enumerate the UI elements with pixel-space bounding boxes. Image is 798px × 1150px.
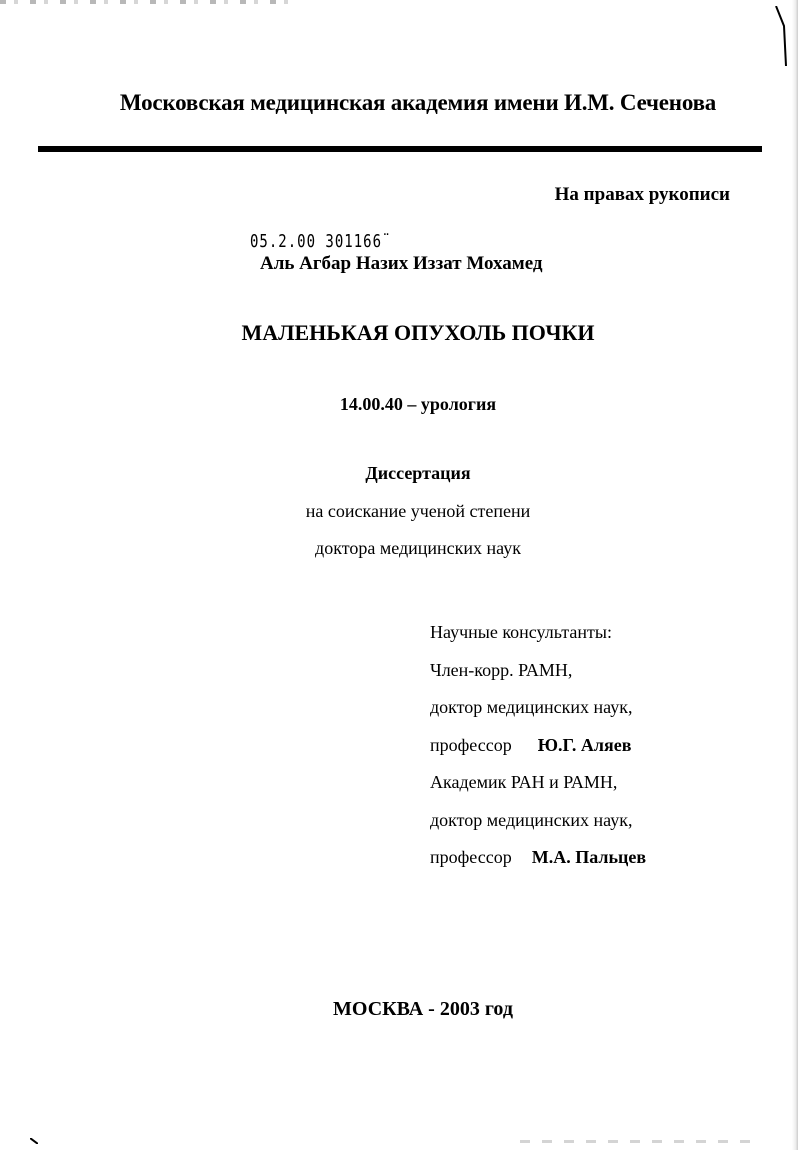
consultant-2-degree: доктор медицинских наук, [430,809,633,830]
document-type: Диссертация [365,463,471,483]
consultant-2-name: М.А. Пальцев [531,847,647,867]
degree-line: доктора медицинских наук [315,538,521,558]
consultant-1-title-row [430,733,646,771]
consultant-1-degree: доктор медицинских наук, [430,697,633,717]
manuscript-rights-note: На правах рукописи [554,184,730,205]
scan-artifact-bottom-mark [30,1138,38,1144]
header-divider [38,146,762,152]
scan-artifact-right-edge [792,0,798,1150]
scan-artifact-corner [774,6,790,66]
consultant-1-name: Ю.Г. Аляев [537,734,632,755]
institution-name: Московская медицинская академия имени И.М. Сеченова [119,90,717,115]
consultant-1-title: профессор [430,734,512,755]
consultant-2-title: профессор [430,847,512,867]
consultants-block [430,620,646,883]
scan-artifact-top [0,0,290,4]
author-name: Аль Агбар Назих Иззат Мохамед [260,253,543,274]
scan-artifact-bottom [520,1140,760,1143]
consultant-2-title-row [430,845,646,883]
consultant-1-rank: Член-корр. РАМН, [430,659,573,680]
degree-line: на соискание ученой степени [305,501,531,521]
library-stamp-number: 05.2.00 301166¨ [250,232,392,252]
thesis-title: МАЛЕНЬКАЯ ОПУХОЛЬ ПОЧКИ [241,320,595,345]
consultant-2-rank: Академик РАН и РАМН, [430,772,618,792]
specialty-code: 14.00.40 – урология [339,394,497,414]
consultants-heading: Научные консультанты: [430,622,612,642]
city-and-year: МОСКВА - 2003 год [333,998,513,1020]
